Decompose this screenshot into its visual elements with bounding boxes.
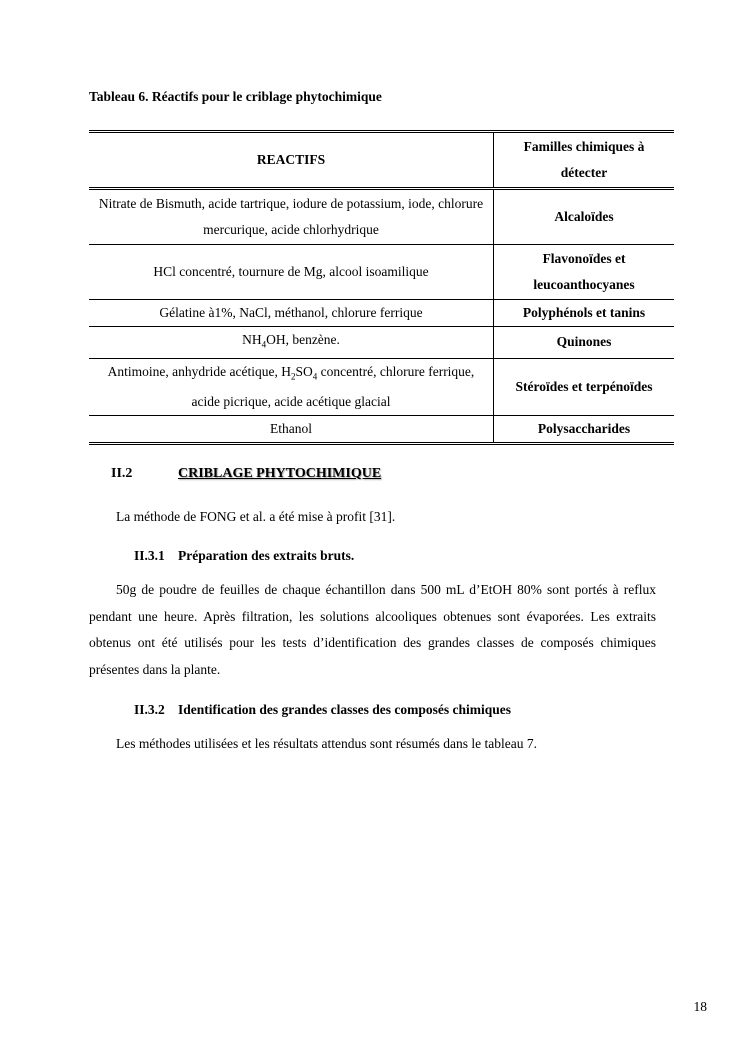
header-reactifs: REACTIFS — [89, 132, 494, 189]
cell-famille: Alcaloïdes — [494, 189, 675, 245]
intro-paragraph: La méthode de FONG et al. a été mise à profit [31]. — [116, 509, 396, 524]
cell-famille: Flavonoïdes et leucoanthocyanes — [494, 245, 675, 300]
subsection-heading — [134, 548, 354, 564]
subsection-number: II.3.2 — [134, 702, 165, 717]
cell-reactifs: Antimoine, anhydride acétique, $H_2SO_4$ concentré, chlorure ferrique, acide picrique, acide acétique glacial — [89, 358, 494, 416]
cell-reactifs: Ethanol — [89, 416, 494, 444]
cell-reactifs: Gélatine à1%, NaCl, méthanol, chlorure ferrique — [89, 300, 494, 327]
table-row — [89, 327, 674, 359]
cell-famille: Polyphénols et tanins — [494, 300, 675, 327]
cell-famille: Stéroïdes et terpénoïdes — [494, 358, 675, 416]
cell-reactifs: $NH_4OH$, benzène. — [89, 327, 494, 359]
cell-reactifs: HCl concentré, tournure de Mg, alcool isoamilique — [89, 245, 494, 300]
table-row — [89, 189, 674, 245]
table-row — [89, 416, 674, 444]
table-row — [89, 358, 674, 416]
subsection-title: Identification des grandes classes des composés chimiques — [178, 702, 512, 717]
page-number: 18 — [693, 999, 707, 1014]
subsection-title: Préparation des extraits bruts. — [178, 548, 355, 563]
table-caption: Tableau 6. Réactifs pour le criblage phytochimique — [89, 89, 382, 104]
header-familles: Familles chimiques à détecter — [494, 132, 675, 189]
cell-reactifs: Nitrate de Bismuth, acide tartrique, iodure de potassium, iode, chlorure mercurique, acide chlorhydrique — [89, 189, 494, 245]
reagents-table — [89, 130, 674, 445]
subsection-heading — [134, 702, 511, 718]
subsection-number: II.3.1 — [134, 548, 165, 563]
table-header-row — [89, 132, 674, 189]
table-row — [89, 300, 674, 327]
section-title: CRIBLAGE PHYTOCHIMIQUE — [178, 466, 382, 481]
body-paragraph: Les méthodes utilisées et les résultats attendus sont résumés dans le tableau 7. — [116, 736, 538, 751]
body-paragraph: 50g de poudre de feuilles de chaque échantillon dans 500 mL d’EtOH 80% sont portés à reflux pendant une heure. Après filtration, les solutions alcooliques obtenues sont évaporées. Les extraits obtenus ont été utilisés pour les tests d’identification des grandes classes de composés chimiques présentes dans la plante. — [89, 582, 656, 677]
cell-famille: Polysaccharides — [494, 416, 675, 444]
section-number: II.2 — [111, 466, 133, 481]
table-row — [89, 245, 674, 300]
cell-famille: Quinones — [494, 327, 675, 359]
